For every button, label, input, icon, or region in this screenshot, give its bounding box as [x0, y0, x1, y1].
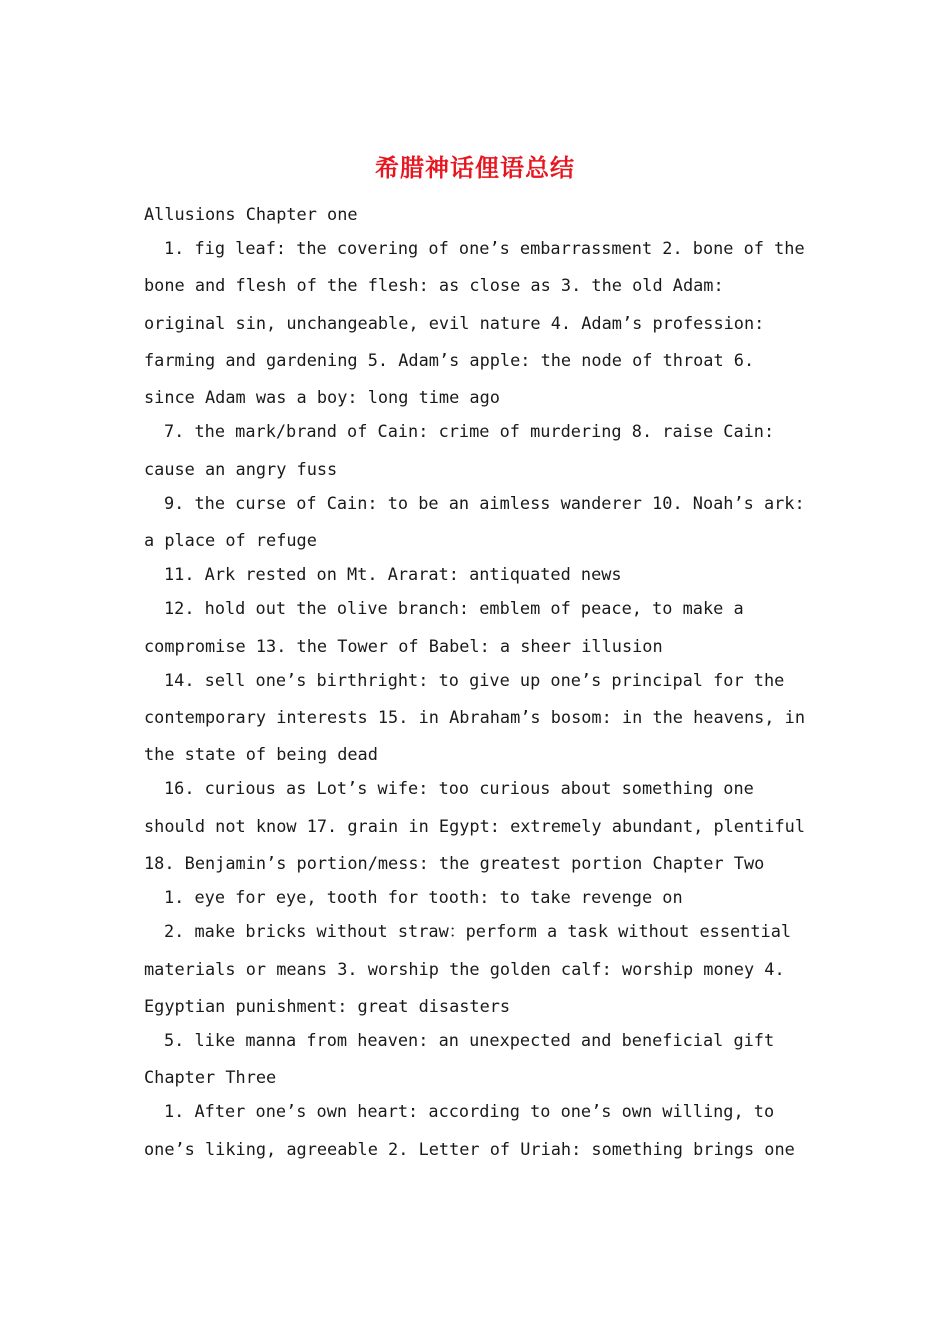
- paragraph: 1. eye for eye, tooth for tooth: to take revenge on: [164, 887, 683, 908]
- paragraph: 11. Ark rested on Mt. Ararat: antiquated news: [164, 564, 622, 585]
- paragraph: 9. the curse of Cain: to be an aimless wanderer 10. Noah’s ark: a place of refuge: [144, 492, 815, 551]
- paragraph: 2. make bricks without straw：perform a task without essential materials or means 3. worship the golden calf: worship money 4. Egyptian punishment: great disasters: [144, 921, 802, 1016]
- document-body: [144, 196, 816, 1168]
- paragraph: 14. sell one’s birthright: to give up one’s principal for the contemporary interests 15. in Abraham’s bosom: in the heavens, in the state of being dead: [144, 669, 816, 765]
- paragraph: 16. curious as Lot’s wife: too curious about something one should not know 17. grain in Egypt: extremely abundant, plentiful 18. Benjamin’s portion/mess: the greatest portion Chapter Two: [144, 778, 816, 874]
- paragraph: 1. fig leaf: the covering of one’s embarrassment 2. bone of the bone and flesh of the flesh: as close as 3. the old Adam: original sin, unchangeable, evil nature 4. Adam’s profession: farming and gardening 5. Adam’s apple: the node of throat 6. since Adam was a boy: long time ago: [144, 238, 815, 408]
- paragraph: 5. like manna from heaven: an unexpected and beneficial gift Chapter Three: [144, 1029, 785, 1088]
- paragraph: 7. the mark/brand of Cain: crime of murdering 8. raise Cain: cause an angry fuss: [144, 421, 785, 479]
- paragraph: 1. After one’s own heart: according to one’s own willing, to one’s liking, agreeable 2. Letter of Uriah: something brings one: [144, 1101, 795, 1159]
- paragraph: 12. hold out the olive branch: emblem of peace, to make a compromise 13. the Tower of Babel: a sheer illusion: [144, 598, 754, 656]
- chapter-heading: Allusions Chapter one: [144, 204, 358, 224]
- document-title: 希腊神话俚语总结: [375, 153, 575, 182]
